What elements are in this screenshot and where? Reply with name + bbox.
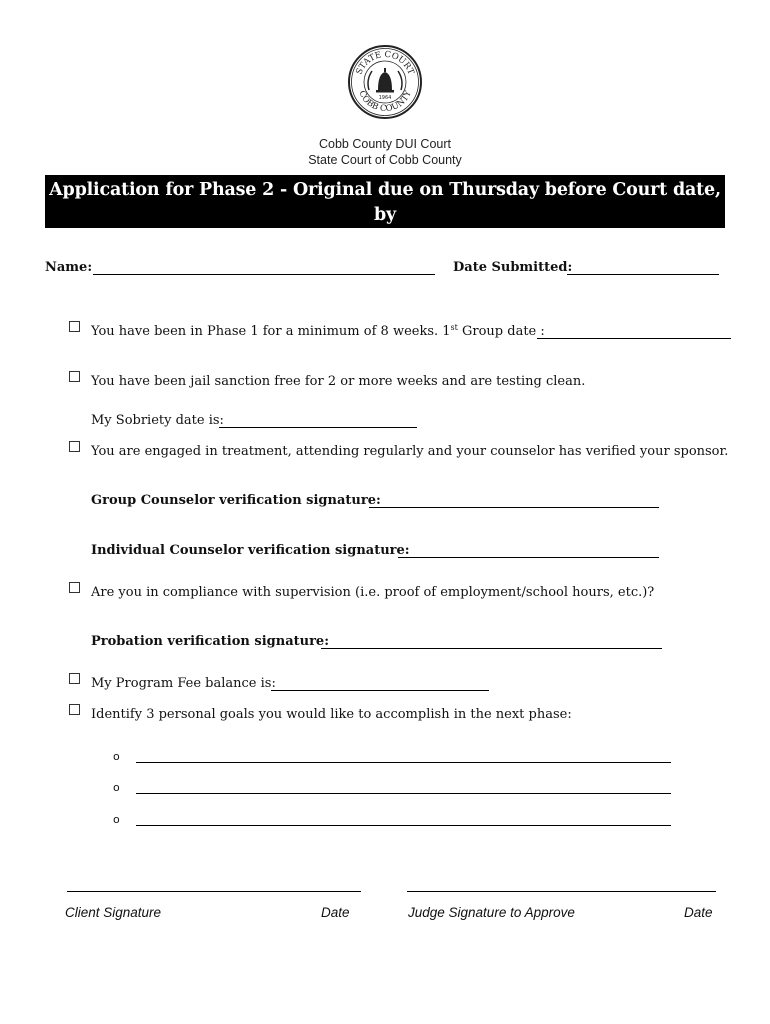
date-submitted-label: Date Submitted: (453, 260, 573, 275)
goal-bullet: o (113, 813, 120, 826)
goal-line-3[interactable] (136, 825, 671, 826)
seal-bottom-text: COBB COUNTY (356, 89, 414, 115)
treatment-text: You are engaged in treatment, attending regularly and your counselor has verified your sponsor. (91, 444, 729, 459)
goals-checkbox[interactable] (69, 704, 80, 715)
treatment-checkbox[interactable] (69, 441, 80, 452)
compliance-text: Are you in compliance with supervision (i.e. proof of employment/school hours, etc.)? (91, 585, 655, 600)
seal-top-text: STATE COURT (354, 49, 416, 77)
judge-signature-label: Judge Signature to Approve (408, 905, 575, 920)
group-counselor-label: Group Counselor verification signature: (91, 493, 381, 508)
court-name-line2: State Court of Cobb County (308, 153, 462, 167)
banner-line1: Application for Phase 2 - Original due on Thursday before Court date, by (49, 180, 721, 225)
court-seal (347, 44, 423, 120)
sobriety-label: My Sobriety date is: (91, 413, 224, 428)
jail-free-checkbox[interactable] (69, 371, 80, 382)
banner-line2: Noon. Submit completed form to Probation/Court staff only. (96, 230, 674, 250)
goal-line-1[interactable] (136, 762, 671, 763)
compliance-checkbox[interactable] (69, 582, 80, 593)
goal-bullet: o (113, 781, 120, 794)
seal-graphic (347, 44, 423, 120)
client-signature-label: Client Signature (65, 905, 162, 920)
svg-text:1964: 1964 (378, 95, 392, 101)
goal-line-2[interactable] (136, 793, 671, 794)
sobriety-date-field[interactable] (219, 427, 417, 428)
fee-balance-label: My Program Fee balance is: (91, 676, 276, 691)
phase1-checkbox[interactable] (69, 321, 80, 332)
probation-label: Probation verification signature: (91, 634, 329, 649)
jail-free-text: You have been jail sanction free for 2 or more weeks and are testing clean. (91, 374, 586, 389)
group-date-field[interactable] (537, 338, 731, 339)
client-date-label: Date (321, 905, 350, 920)
court-name-line1: Cobb County DUI Court (318, 137, 451, 151)
goals-text: Identify 3 personal goals you would like to accomplish in the next phase: (91, 707, 572, 722)
name-field[interactable] (93, 274, 435, 275)
title-banner (45, 175, 725, 250)
client-signature-line[interactable] (67, 891, 361, 892)
name-label: Name: (45, 260, 93, 275)
fee-balance-checkbox[interactable] (69, 673, 80, 684)
individual-counselor-label: Individual Counselor verification signature: (91, 543, 410, 558)
individual-counselor-signature-field[interactable] (398, 557, 659, 558)
phase1-text: You have been in Phase 1 for a minimum of 8 weeks. 1st Group date : (91, 323, 545, 339)
goal-bullet: o (113, 750, 120, 763)
probation-signature-field[interactable] (321, 648, 662, 649)
fee-balance-field[interactable] (271, 690, 489, 691)
group-counselor-signature-field[interactable] (369, 507, 659, 508)
judge-signature-line[interactable] (407, 891, 716, 892)
date-submitted-field[interactable] (567, 274, 719, 275)
judge-date-label: Date (684, 905, 713, 920)
